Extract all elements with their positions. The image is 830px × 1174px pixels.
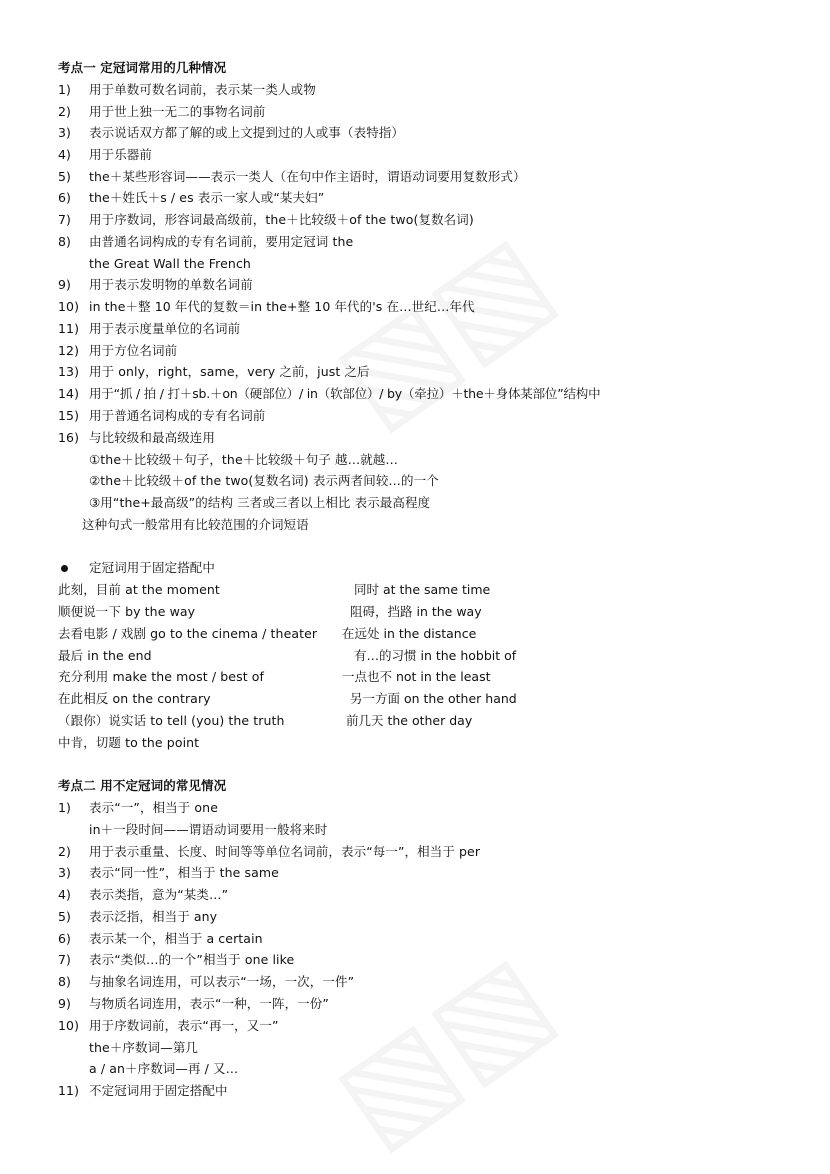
item-text: 由普通名词构成的专有名词前，要用定冠词 the <box>89 234 354 249</box>
item-text: the＋某些形容词——表示一类人（在句中作主语时，谓语动词要用复数形式） <box>89 169 526 184</box>
item-text: 用于普通名词构成的专有名词前 <box>89 408 266 423</box>
item-text: ①the＋比较级＋句子，the＋比较级＋句子 越…就越… <box>89 452 399 467</box>
list-item <box>58 212 474 228</box>
collocation-left: 去看电影 / 戏剧 go to the cinema / theater <box>58 626 318 641</box>
list-item <box>58 408 265 424</box>
item-number: 7) <box>58 952 72 967</box>
collocation-right: 前几天 the other day <box>346 713 473 728</box>
list-item <box>58 125 404 141</box>
list-item <box>89 452 398 468</box>
item-number: 3) <box>58 125 72 140</box>
list-item <box>58 931 263 947</box>
item-text: 与比较级和最高级连用 <box>89 430 216 445</box>
item-number: 13) <box>58 364 80 379</box>
collocation-left: （跟你）说实话 to tell (you) the truth <box>58 713 285 728</box>
list-item <box>58 343 177 359</box>
list-item <box>58 104 265 120</box>
item-text: ③用“the+最高级”的结构 三者或三者以上相比 表示最高程度 <box>89 495 431 510</box>
item-text: 用于乐器前 <box>89 147 153 162</box>
item-text: 表示“同一性”，相当于 the same <box>89 865 279 880</box>
item-text: 用于单数可数名词前，表示某一类人或物 <box>89 82 316 97</box>
collocation-left: 顺便说一下 by the way <box>58 604 196 619</box>
fixed-title: 定冠词用于固定搭配中 <box>89 560 216 575</box>
item-number: 2) <box>58 844 72 859</box>
item-text: 不定冠词用于固定搭配中 <box>89 1083 228 1098</box>
item-text: 表示“一”，相当于 one <box>89 800 218 815</box>
item-text: 用于表示度量单位的名词前 <box>89 321 241 336</box>
list-item <box>58 277 253 293</box>
collocation-right: 另一方面 on the other hand <box>350 691 517 706</box>
item-text: the Great Wall the French <box>89 256 251 271</box>
item-number: 1) <box>58 82 72 97</box>
list-item <box>58 996 329 1012</box>
item-text: 用于方位名词前 <box>89 343 178 358</box>
item-number: 9) <box>58 277 72 292</box>
collocation-left: 此刻，目前 at the moment <box>58 582 220 597</box>
list-item <box>58 234 353 250</box>
watermark <box>311 928 576 1172</box>
collocation-left: 最后 in the end <box>58 648 152 663</box>
list-item <box>89 495 430 511</box>
item-number: 8) <box>58 234 72 249</box>
item-number: 6) <box>58 931 72 946</box>
list-item <box>58 822 327 838</box>
list-item <box>58 800 218 816</box>
list-item <box>58 82 316 98</box>
collocation-left: 中肯，切题 to the point <box>58 735 200 750</box>
item-number: 16) <box>58 430 80 445</box>
section1-title: 考点一 定冠词常用的几种情况 <box>58 60 227 75</box>
collocation-left: 在此相反 on the contrary <box>58 691 211 706</box>
item-number: 3) <box>58 865 72 880</box>
item-number: 7) <box>58 212 72 227</box>
collocation-right: 有…的习惯 in the hobbit of <box>354 648 517 663</box>
section1-note: 这种句式一般常用有比较范围的介词短语 <box>82 517 309 532</box>
list-item <box>58 256 251 272</box>
item-number: 14) <box>58 386 80 401</box>
collocation-right: 阻碍，挡路 in the way <box>350 604 482 619</box>
item-number: 4) <box>58 147 72 162</box>
item-number: 15) <box>58 408 80 423</box>
item-text: in＋一段时间——谓语动词要用一般将来时 <box>89 822 328 837</box>
item-text: 与抽象名词连用，可以表示“一场，一次，一件” <box>89 974 355 989</box>
list-item <box>58 909 217 925</box>
item-text: 用于表示发明物的单数名词前 <box>89 277 253 292</box>
list-item <box>58 1061 238 1077</box>
list-item <box>58 1018 279 1034</box>
list-item <box>58 321 240 337</box>
list-item <box>58 952 294 968</box>
item-text: ②the＋比较级＋of the two(复数名词) 表示两者间较…的一个 <box>89 473 439 488</box>
section2-title: 考点二 用不定冠词的常见情况 <box>58 778 227 793</box>
list-item <box>58 364 370 380</box>
item-text: 用于“抓 / 拍 / 打＋sb.＋on（硬部位）/ in（软部位）/ by（牵拉）＋the＋身体某部位”结构中 <box>89 386 601 401</box>
list-item <box>58 865 279 881</box>
item-text: the＋姓氏＋s / es 表示一家人或“某夫妇” <box>89 190 325 205</box>
list-item <box>58 299 475 315</box>
item-number: 5) <box>58 169 72 184</box>
collocation-right: 一点也不 not in the least <box>342 669 491 684</box>
item-text: the＋序数词—第几 <box>89 1040 199 1055</box>
item-number: 11) <box>58 1083 80 1098</box>
item-number: 10) <box>58 1018 80 1033</box>
item-text: 表示说话双方都了解的或上文提到过的人或事（表特指） <box>89 125 405 140</box>
item-text: 表示类指，意为“某类…” <box>89 887 229 902</box>
item-number: 9) <box>58 996 72 1011</box>
collocation-left: 充分利用 make the most / best of <box>58 669 265 684</box>
item-text: 与物质名词连用，表示“一种，一阵，一份” <box>89 996 329 1011</box>
item-text: 用于世上独一无二的事物名词前 <box>89 104 266 119</box>
item-number: 1) <box>58 800 72 815</box>
list-item <box>58 430 215 446</box>
bullet-icon <box>61 565 68 572</box>
list-item <box>58 386 600 402</box>
collocation-right: 同时 at the same time <box>354 582 491 597</box>
item-number: 5) <box>58 909 72 924</box>
item-text: 表示泛指，相当于 any <box>89 909 218 924</box>
list-item <box>58 1040 198 1056</box>
list-item <box>58 169 526 185</box>
list-item <box>58 147 152 163</box>
list-item <box>58 1083 228 1099</box>
item-number: 11) <box>58 321 80 336</box>
item-text: a / an＋序数词—再 / 又… <box>89 1061 239 1076</box>
item-number: 8) <box>58 974 72 989</box>
item-number: 12) <box>58 343 80 358</box>
item-text: 用于序数词前，表示“再一，又一” <box>89 1018 279 1033</box>
item-text: 用于 only，right，same，very 之前，just 之后 <box>89 364 370 379</box>
item-number: 10) <box>58 299 80 314</box>
list-item <box>58 887 228 903</box>
list-item <box>89 473 439 489</box>
list-item <box>58 974 354 990</box>
list-item <box>58 844 480 860</box>
item-number: 4) <box>58 887 72 902</box>
item-text: in the＋整 10 年代的复数＝in the+整 10 年代的's 在…世纪…年代 <box>89 299 475 314</box>
item-text: 表示“类似…的一个”相当于 one like <box>89 952 295 967</box>
item-text: 表示某一个，相当于 a certain <box>89 931 263 946</box>
item-text: 用于序数词，形容词最高级前，the＋比较级＋of the two(复数名词) <box>89 212 474 227</box>
list-item <box>58 190 324 206</box>
item-text: 用于表示重量、长度、时间等等单位名词前，表示“每一”，相当于 per <box>89 844 481 859</box>
item-number: 2) <box>58 104 72 119</box>
item-number: 6) <box>58 190 72 205</box>
collocation-right: 在远处 in the distance <box>342 626 477 641</box>
